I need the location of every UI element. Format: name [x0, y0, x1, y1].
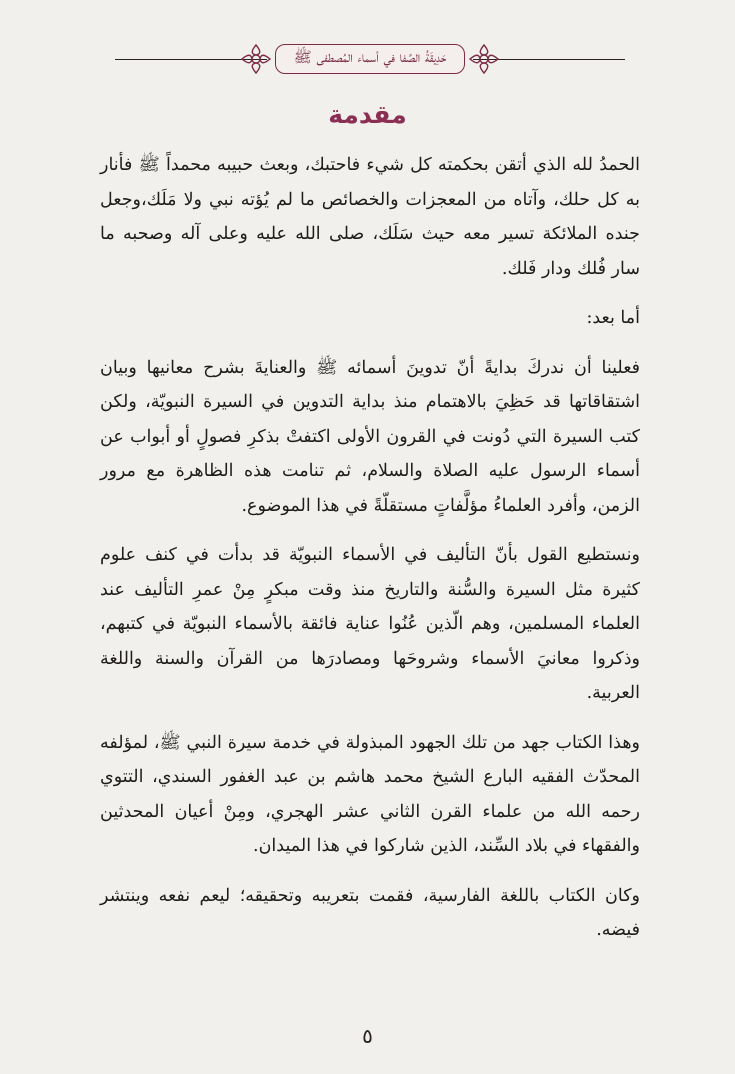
paragraph: فعلينا أن ندركَ بدايةً أنّ تدوينَ أسمائه ﷺ والعنايةَ بشرح معانيها وبيان اشتقاقاتها قد حَظِيَ بالاهتمام منذ بداية التدوين في السيرة النبويّة، ولكن كتب السيرة التي دُونت في القرون الأولى اكتفتْ بذكرِ فصولٍ أو أبواب عن أسماء الرسول عليه الصلاة والسلام، ثم تنامت هذه الظاهرة مع مرور الزمن، وأفرد العلماءُ مؤلَّفاتٍ مستقلّةً في هذا الموضوع.: [100, 357, 640, 516]
page-number: ٥: [362, 1024, 373, 1048]
floral-rosette-icon: [239, 42, 273, 76]
paragraph: وكان الكتاب باللغة الفارسية، فقمت بتعريبه وتحقيقه؛ ليعم نفعه وينتشر فيضه.: [100, 885, 640, 940]
paragraph: الحمدُ لله الذي أتقن بحكمته كل شيء فاحتبك، وبعث حبيبه محمداً ﷺ فأنار به كل حلك، وآتاه من المعجزات والخصائص ما لم يُؤته نبي ولا مَلَك،وجعل جنده الملائكة تسير معه حيث سَلَك، صلى الله عليه وعلى آله وصحبه ما سار فُلك ودار فَلك.: [100, 155, 640, 279]
running-header: [115, 40, 625, 80]
paragraph: وهذا الكتاب جهد من تلك الجهود المبذولة في خدمة سيرة النبي ﷺ، لمؤلفه المحدّث الفقيه البارع الشيخ محمد هاشم بن عبد الغفور السندي، التتوي رحمه الله من علماء القرن الثاني عشر الهجري، ومِنْ أعيان المحدثين والفقهاء في بلاد السِّند، الذين شاركوا في هذا الميدان.: [100, 732, 640, 856]
running-title: حَدِيقَةُ الصَّفا في أسماء المُصطفى ﷺ: [293, 48, 447, 66]
paragraph: ونستطيع القول بأنّ التأليف في الأسماء النبويّة قد بدأت في كنف علوم كثيرة مثل السيرة والسُّنة والتاريخ منذ وقت مبكرٍ مِنْ عمرِ التأليف عند العلماء المسلمين، وهم الّذين عُنُوا عناية فائقة بالأسماء النبويّة في كتبهم، وذكروا معانيَ الأسماء وشروحَها ومصادرَها من القرآن والسنة واللغة العربية.: [100, 545, 640, 703]
body-text: [100, 148, 640, 963]
section-title: مقدمة: [328, 100, 407, 129]
floral-rosette-icon: [467, 42, 501, 76]
paragraph: أما بعد:: [586, 308, 640, 328]
header-title-frame: [275, 44, 465, 74]
